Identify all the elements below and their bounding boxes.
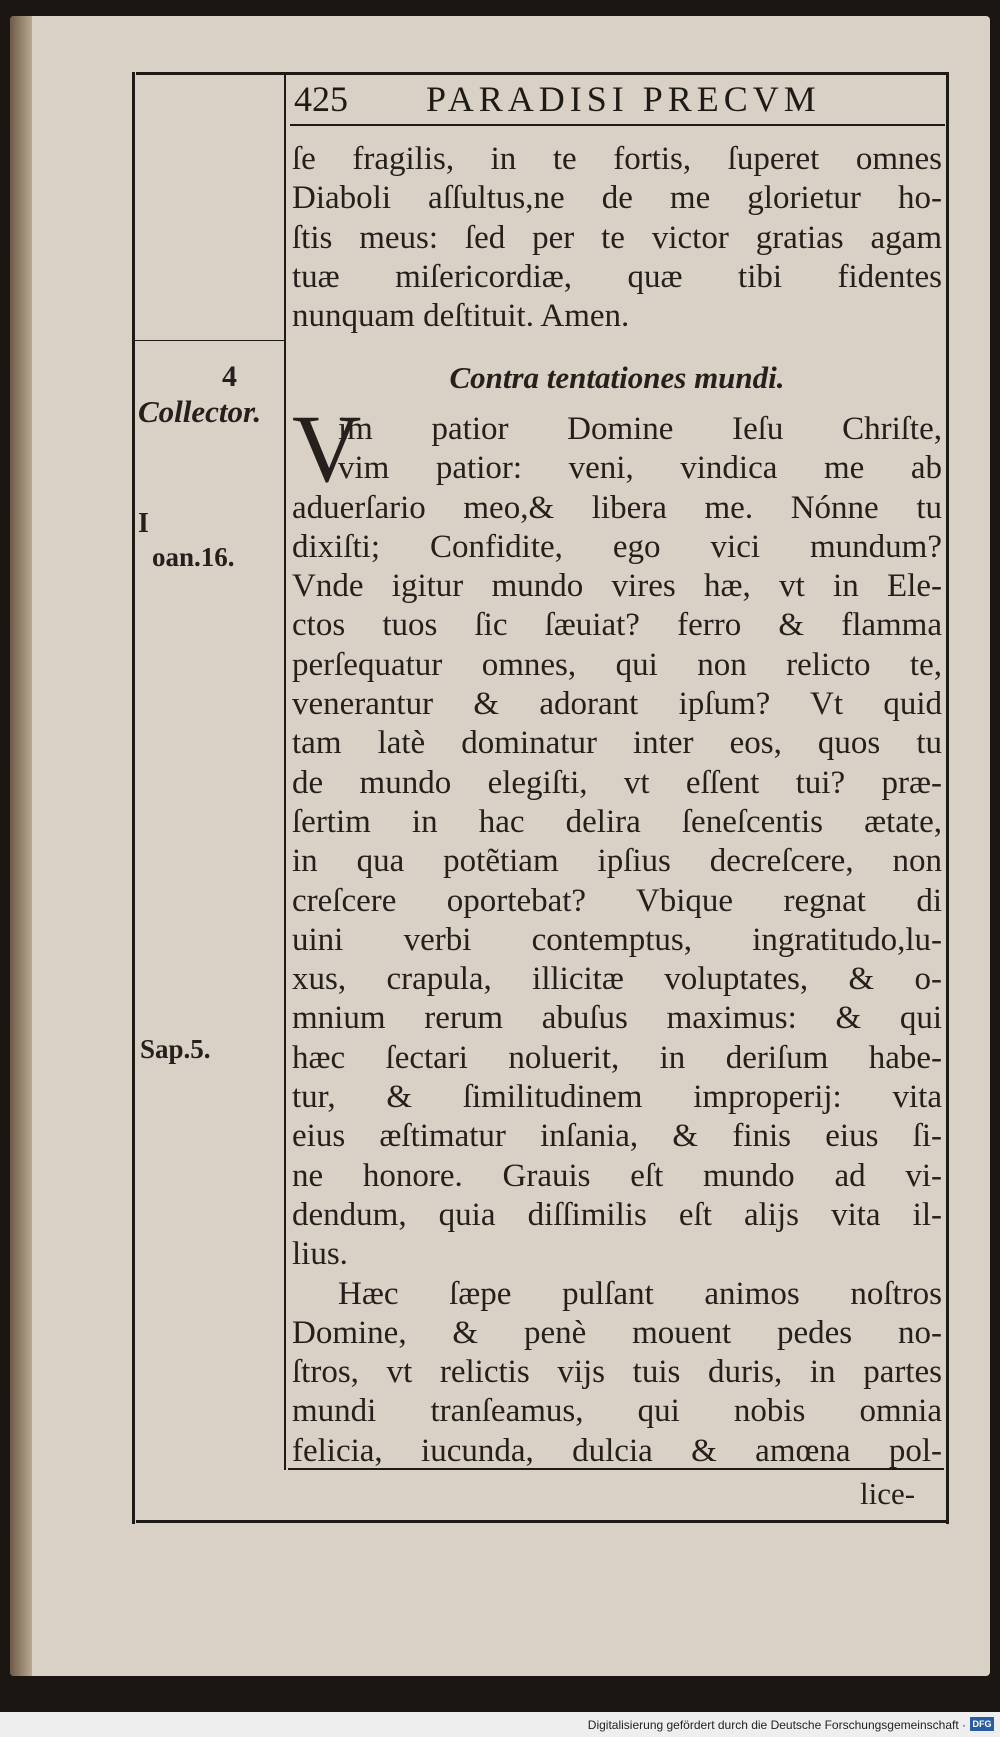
text-line: tuæ miſericordiæ, quæ tibi fidentes (292, 258, 942, 295)
text-line: eius æſtimatur inſania, & finis eius ſi- (292, 1118, 942, 1155)
margin-reference: Sap.5. (140, 1034, 211, 1064)
left-frame-rule (132, 72, 135, 1524)
text-line: im patior Domine Ieſu Chriſte, (338, 411, 942, 447)
dfg-logo: DFG (970, 1717, 994, 1731)
text-line: de mundo elegiſti, vt eſſent tui? præ- (292, 764, 942, 801)
digitization-footer (0, 1712, 1000, 1737)
text-line: creſcere oportebat? Vbique regnat di (292, 882, 942, 919)
text-line: vim patior: veni, vindica me ab (338, 450, 942, 487)
text-line: in qua potẽtiam ipſius decreſcere, non (292, 843, 942, 880)
text-line: perſequatur omnes, qui non relicto te, (292, 646, 942, 683)
text-line: Vnde igitur mundo vires hæ, vt in Ele- (292, 568, 942, 605)
margin-reference: oan.16. (152, 542, 235, 572)
running-head (288, 78, 948, 122)
header-underline (290, 124, 945, 126)
text-line: ctos tuos ſic ſæuiat? ferro & flamma (292, 607, 942, 644)
prayer-ending (292, 140, 942, 336)
text-line: Domine, & penè mouent pedes no- (292, 1314, 942, 1351)
text-line: xus, crapula, illicitæ voluptates, & o- (292, 961, 942, 998)
drop-capital: V (292, 395, 362, 502)
text-line: ne honore. Grauis eſt mundo ad vi- (292, 1157, 942, 1194)
book-spine (10, 16, 32, 1676)
text-line: ſtis meus: ſed per te victor gratias agam (292, 219, 942, 256)
text-line: tam latè dominatur inter eos, quos tu (292, 725, 942, 762)
page-number: 425 (294, 79, 348, 119)
text-line: mnium rerum abuſus maximus: & qui (292, 1000, 942, 1037)
text-line: tur, & ſimilitudinem improperij: vita (292, 1079, 942, 1116)
margin-reference: I (138, 508, 149, 539)
margin-column-rule (284, 72, 286, 1470)
text-line: ſtros, vt relictis vijs tuis duris, in partes (292, 1354, 942, 1391)
text-line: ſertim in hac delira ſeneſcentis ætate, (292, 803, 942, 840)
frame-bottom-rule (136, 1520, 948, 1523)
text-line: dendum, quia diſſimilis eſt alijs vita il- (292, 1196, 942, 1233)
text-line: aduerſario meo,& libera me. Nónne tu (292, 489, 942, 526)
margin-divider (134, 340, 284, 341)
text-line: felicia, iucunda, dulcia & amœna pol- (292, 1432, 942, 1469)
text-line: lius. (292, 1236, 348, 1273)
catchword: lice- (860, 1476, 916, 1511)
text-line: ſe fragilis, in te fortis, ſuperet omnes (292, 141, 942, 177)
section-number: 4 (222, 360, 237, 393)
prayer-body (292, 489, 942, 1471)
text-line: uini verbi contemptus, ingratitudo,lu- (292, 921, 942, 958)
prayer-opening (292, 410, 942, 489)
section-heading: Contra tentationes mundi. (449, 360, 785, 395)
text-line: Hæc ſæpe pulſant animos noſtros (338, 1275, 942, 1312)
text-line: Diaboli aſſultus,ne de me glorietur ho- (292, 180, 942, 217)
text-line: dixiſti; Confidite, ego vici mundum? (292, 528, 942, 565)
text-line: hæc ſectari noluerit, in deriſum habe- (292, 1039, 942, 1076)
section-label: Collector. (138, 394, 262, 429)
text-line: nunquam deſtituit. Amen. (292, 298, 630, 335)
text-line: venerantur & adorant ipſum? Vt quid (292, 686, 942, 723)
funding-credit: Digitalisierung gefördert durch die Deutsche Forschungsgemeinschaft · (587, 1718, 966, 1732)
right-frame-rule (946, 72, 949, 1524)
text-line: mundi tranſeamus, qui nobis omnia (292, 1393, 942, 1430)
top-rule (136, 72, 948, 75)
running-title: PARADISI PRECVM (426, 79, 821, 119)
